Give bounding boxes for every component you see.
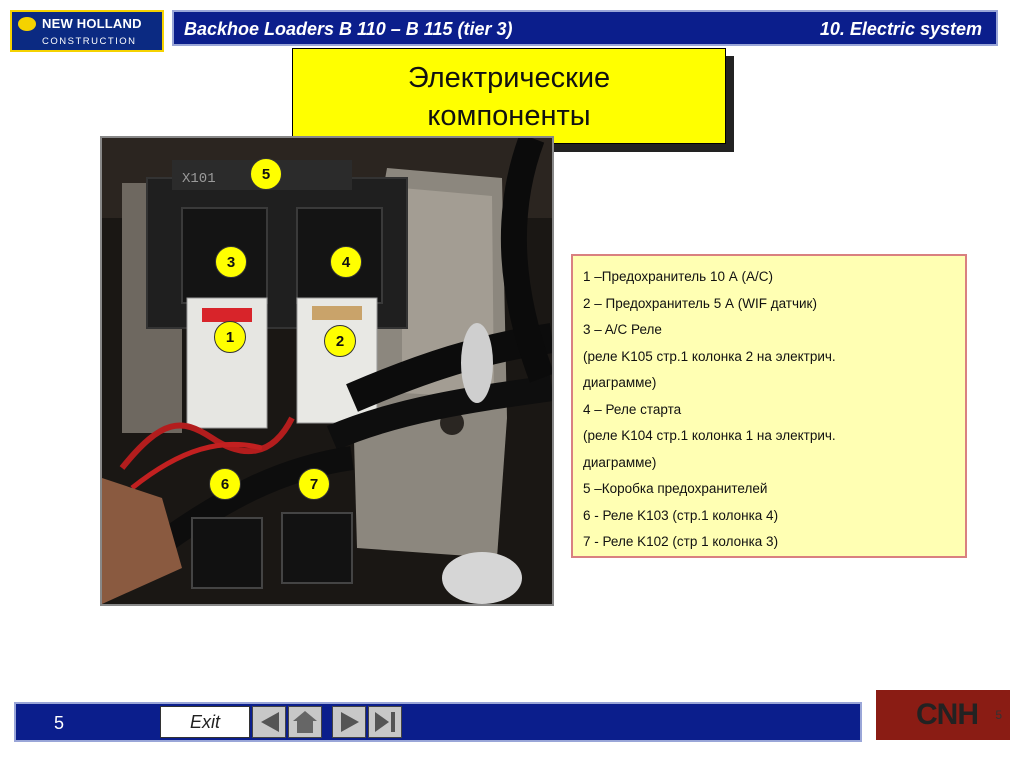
cnh-page-number: 5 — [995, 708, 1002, 722]
brand-name: NEW HOLLAND — [42, 16, 142, 31]
legend-line: 7 - Реле K102 (стр 1 колонка 3) — [583, 534, 779, 549]
marker-5: 5 — [250, 158, 282, 190]
legend-line: 2 – Предохранитель 5 А (WIF датчик) — [583, 295, 817, 311]
marker-3: 3 — [215, 246, 247, 278]
home-icon — [289, 707, 321, 737]
exit-button[interactable]: Exit — [160, 706, 250, 738]
next-button[interactable] — [332, 706, 366, 738]
presentation-title: Backhoe Loaders B 110 – B 115 (tier 3) — [184, 19, 513, 39]
marker-2: 2 — [324, 325, 356, 357]
legend-line: 6 - Реле K103 (стр.1 колонка 4) — [583, 507, 779, 523]
first-page-button[interactable] — [252, 706, 286, 738]
legend-line: (реле K105 стр.1 колонка 2 на электрич. — [583, 348, 836, 364]
cnh-logo-box — [876, 690, 1010, 740]
brand-sub: CONSTRUCTION — [42, 36, 137, 47]
legend-line: диаграмме) — [583, 375, 657, 390]
component-legend — [571, 254, 967, 558]
legend-line: (реле K104 стр.1 колонка 1 на электрич. — [583, 428, 836, 443]
heading-line-2: компоненты — [427, 100, 591, 132]
marker-1: 1 — [214, 321, 246, 353]
new-holland-logo — [10, 10, 164, 52]
legend-line: диаграмме) — [583, 454, 657, 470]
marker-6: 6 — [209, 468, 241, 500]
home-button[interactable] — [288, 706, 322, 738]
photo-illustration — [102, 138, 552, 604]
first-page-icon — [253, 707, 285, 737]
next-icon — [333, 707, 365, 737]
page-number: 5 — [54, 713, 65, 733]
marker-7: 7 — [298, 468, 330, 500]
legend-line: 1 –Предохранитель 10 А (A/C) — [583, 269, 773, 284]
heading-line-1: Электрические — [407, 62, 611, 94]
last-page-icon — [369, 707, 401, 737]
section-title: 10. Electric system — [819, 19, 982, 39]
legend-line: 4 – Реле старта — [583, 401, 682, 417]
cnh-logo: CNH — [916, 698, 978, 731]
footer-bar — [14, 702, 862, 742]
legend-line: 5 –Коробка предохранителей — [583, 481, 768, 496]
legend-line: 3 – A/C Реле — [583, 322, 662, 337]
marker-4: 4 — [330, 246, 362, 278]
title-bar — [172, 10, 998, 46]
electrical-components-photo — [100, 136, 554, 606]
last-page-button[interactable] — [368, 706, 402, 738]
slide-heading — [292, 48, 726, 144]
fuse-box-label: X101 — [182, 171, 216, 187]
